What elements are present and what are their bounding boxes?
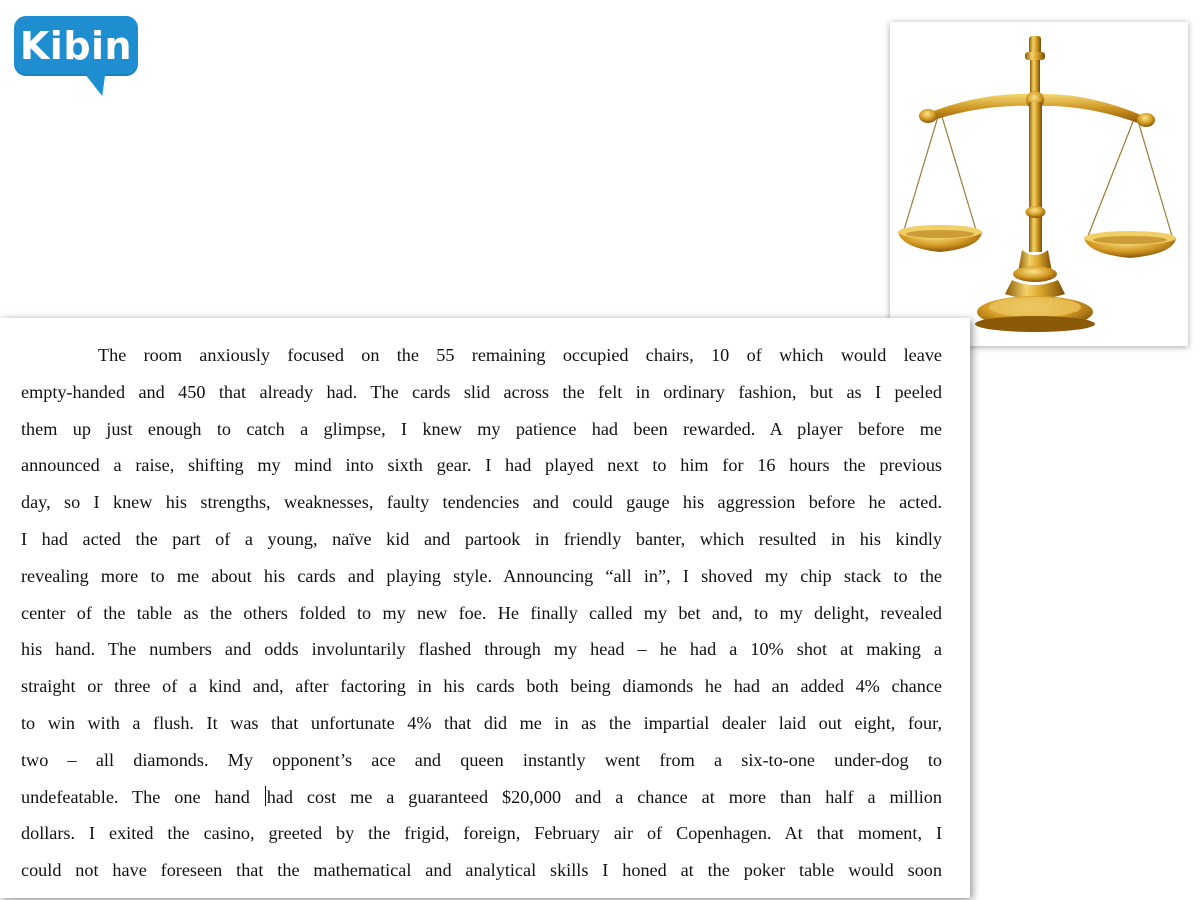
scales-of-justice-icon	[890, 22, 1188, 346]
text-line: day, so I knew his strengths, weaknesses, faulty tendencies and could gauge his aggression before he acted.	[21, 492, 942, 513]
text-line: center of the table as the others folded to my new foe. He finally called my bet and, to my delight, revealed	[21, 602, 942, 623]
essay-text[interactable]	[21, 337, 942, 889]
text-segment: had cost me a guaranteed $20,000 and a chance at more than half a million	[266, 786, 942, 807]
document-page	[0, 318, 970, 898]
text-line: revealing more to me about his cards and playing style. Announcing “all in”, I shoved my chip stack to the	[21, 565, 942, 586]
text-line: two – all diamonds. My opponent’s ace and queen instantly went from a six-to-one under-dog to	[21, 749, 942, 770]
text-line: them up just enough to catch a glimpse, I knew my patience had been rewarded. A player before me	[21, 418, 942, 439]
text-line: to win with a flush. It was that unfortunate 4% that did me in as the impartial dealer laid out eight, four,	[21, 712, 942, 733]
kibin-logo[interactable]	[14, 16, 138, 96]
logo-text: Kibin	[19, 24, 133, 68]
text-line: The room anxiously focused on the 55 remaining occupied chairs, 10 of which would leave	[98, 345, 942, 365]
scales-image	[890, 22, 1188, 346]
text-line: dollars. I exited the casino, greeted by the frigid, foreign, February air of Copenhagen. At that moment, I	[21, 823, 942, 844]
text-line-with-cursor	[21, 779, 942, 816]
text-cursor	[265, 786, 266, 806]
text-line: empty-handed and 450 that already had. The cards slid across the felt in ordinary fashion, but as I peeled	[21, 381, 942, 402]
text-line: announced a raise, shifting my mind into sixth gear. I had played next to him for 16 hours the previous	[21, 455, 942, 476]
text-line: could not have foreseen that the mathematical and analytical skills I honed at the poker table would soon	[21, 860, 942, 881]
text-line: I had acted the part of a young, naïve kid and partook in friendly banter, which resulted in his kindly	[21, 528, 942, 549]
text-line: straight or three of a kind and, after factoring in his cards both being diamonds he had an added 4% chance	[21, 676, 942, 697]
text-segment: undefeatable. The one hand	[21, 786, 250, 807]
text-line: his hand. The numbers and odds involuntarily flashed through my head – he had a 10% shot at making a	[21, 639, 942, 660]
